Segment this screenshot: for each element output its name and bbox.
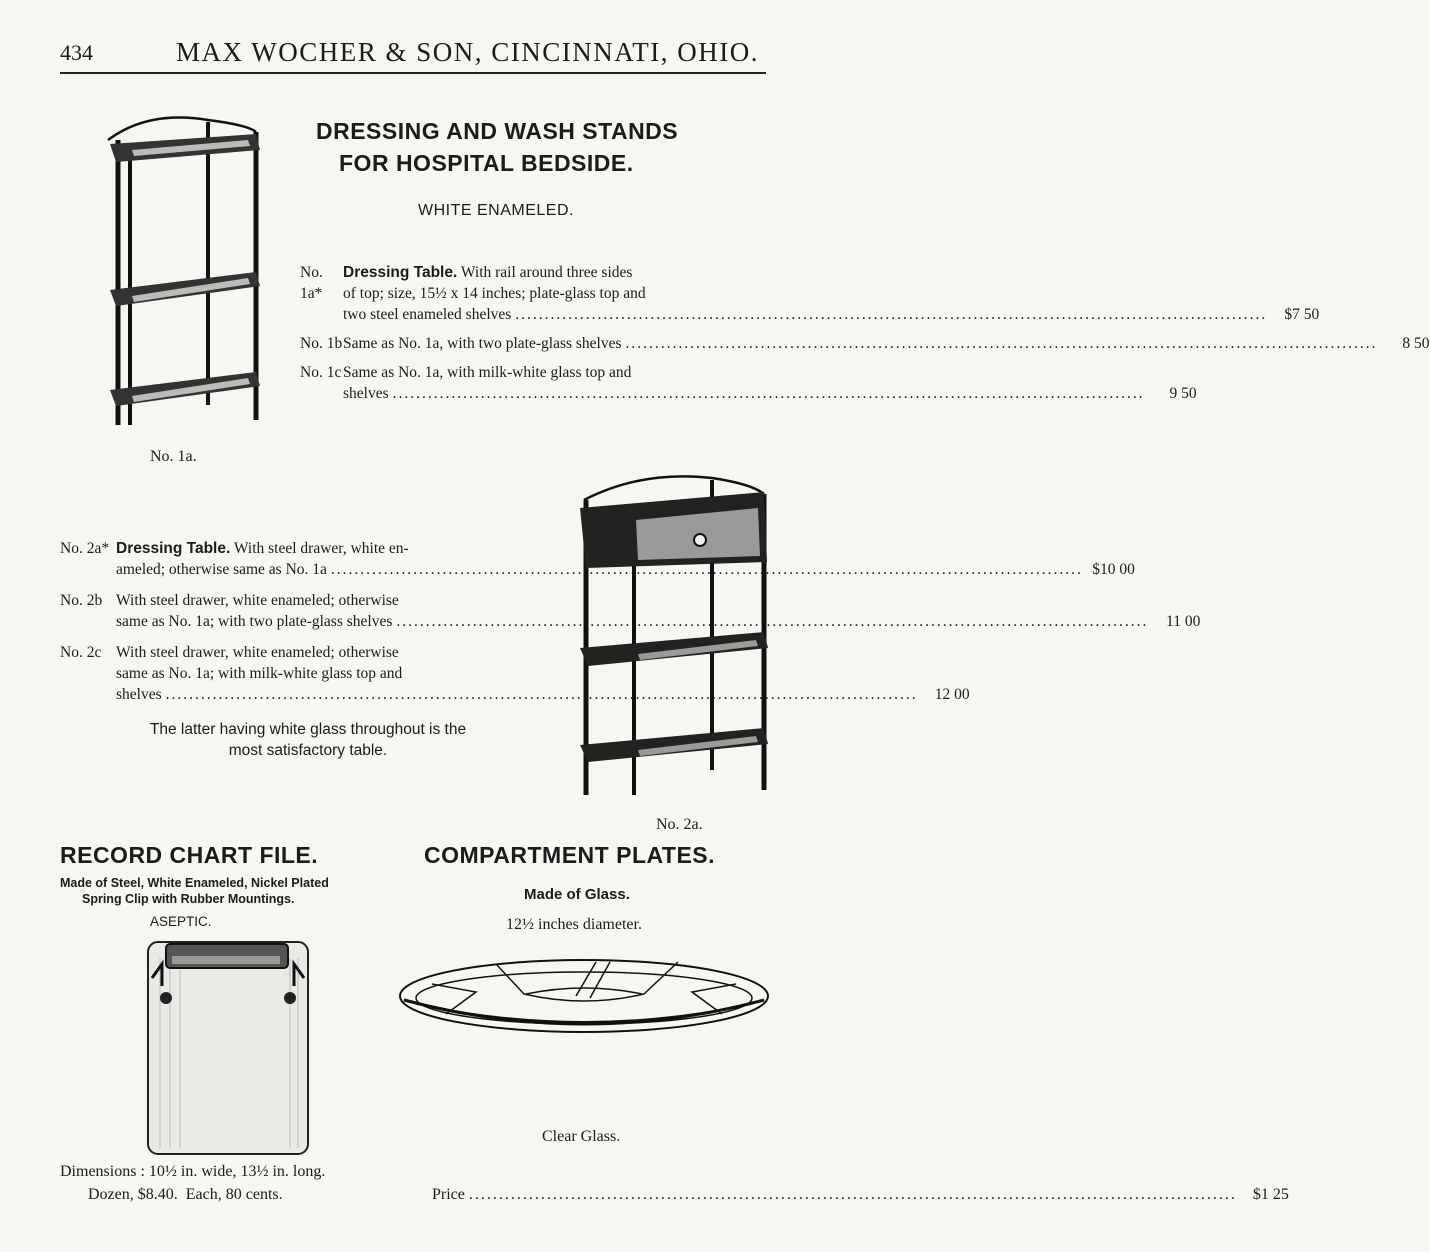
- record-chart-sub1: Made of Steel, White Enameled, Nickel Plated: [60, 876, 329, 890]
- record-chart-sub2: Spring Clip with Rubber Mountings.: [82, 892, 295, 906]
- item-desc: With steel drawer, white en-: [233, 540, 409, 557]
- stand-1a-illustration: [88, 110, 268, 440]
- clipboard-illustration: [140, 938, 320, 1160]
- record-chart-prices: Dozen, $8.40. Each, 80 cents.: [88, 1186, 283, 1203]
- compartment-sub: Made of Glass.: [524, 886, 630, 903]
- item-number: No. 2a*: [60, 540, 110, 557]
- stand-2a-illustration: [562, 470, 772, 810]
- item-desc: shelves: [116, 686, 162, 703]
- item-desc: of top; size, 15½ x 14 inches; plate-glass top and: [343, 285, 646, 302]
- compartment-plate-illustration: [396, 948, 772, 1034]
- item-desc: Same as No. 1a, with two plate-glass shelves: [343, 335, 622, 352]
- item-desc: With steel drawer, white enameled; otherwise: [116, 592, 399, 609]
- note-line: most satisfactory table.: [228, 742, 388, 759]
- compartment-caption: Clear Glass.: [542, 1128, 621, 1145]
- note-line: The latter having white glass throughout is the: [149, 721, 467, 738]
- item-name: Dressing Table.: [116, 540, 231, 557]
- item-price: 9 50: [1169, 385, 1197, 402]
- item-2a: [60, 538, 1135, 580]
- stand-2a-caption: No. 2a.: [656, 816, 703, 833]
- item-desc: ameled; otherwise same as No. 1a: [116, 561, 327, 578]
- page-number: 434: [60, 40, 93, 65]
- item-number: No. 1a*: [300, 264, 323, 302]
- item-number: No. 1c: [300, 364, 342, 381]
- compartment-price-line: [432, 1186, 1289, 1204]
- item-desc: same as No. 1a; with two plate-glass shelves: [116, 613, 393, 630]
- company-header: MAX WOCHER & SON, CINCINNATI, OHIO.: [176, 37, 759, 67]
- stand-1a-caption: No. 1a.: [150, 448, 197, 465]
- item-desc: shelves: [343, 385, 389, 402]
- item-desc: Same as No. 1a, with milk-white glass top and: [343, 364, 632, 381]
- item-price: 12 00: [934, 686, 970, 703]
- item-name: Dressing Table.: [343, 264, 458, 281]
- item-number: No. 2b: [60, 592, 103, 609]
- compartment-title: COMPARTMENT PLATES.: [424, 842, 716, 868]
- item-price: $7 50: [1284, 306, 1320, 323]
- compartment-price: $1 25: [1252, 1186, 1289, 1203]
- record-chart-title: RECORD CHART FILE.: [60, 842, 319, 868]
- section1-title-line2: FOR HOSPITAL BEDSIDE.: [339, 150, 634, 176]
- item-1b: [300, 333, 1430, 354]
- item-desc: two steel enameled shelves: [343, 306, 512, 323]
- item-1c: [300, 362, 1197, 404]
- item-price: $10 00: [1092, 561, 1135, 578]
- section2-items: [60, 538, 1201, 761]
- item-number: No. 1b: [300, 335, 343, 352]
- item-desc: With rail around three sides: [460, 264, 633, 281]
- section1-title-line1: DRESSING AND WASH STANDS: [316, 118, 679, 144]
- record-chart-sub3: ASEPTIC.: [150, 914, 212, 929]
- item-2b: [60, 590, 1201, 632]
- price-label: Price: [432, 1186, 465, 1203]
- item-desc: same as No. 1a; with milk-white glass top and: [116, 665, 403, 682]
- section1-items: [300, 262, 1430, 404]
- item-1a: [300, 262, 1320, 325]
- item-price: 11 00: [1166, 613, 1201, 630]
- section1-subtitle: WHITE ENAMELED.: [418, 202, 574, 219]
- item-price: 8 50: [1402, 335, 1430, 352]
- compartment-diameter: 12½ inches diameter.: [506, 916, 642, 933]
- record-chart-dims: Dimensions : 10½ in. wide, 13½ in. long.: [60, 1163, 326, 1180]
- item-number: No. 2c: [60, 644, 102, 661]
- section2-note: [128, 719, 488, 761]
- item-desc: With steel drawer, white enameled; otherwise: [116, 644, 399, 661]
- item-2c: [60, 642, 970, 705]
- header-rule: [60, 72, 766, 74]
